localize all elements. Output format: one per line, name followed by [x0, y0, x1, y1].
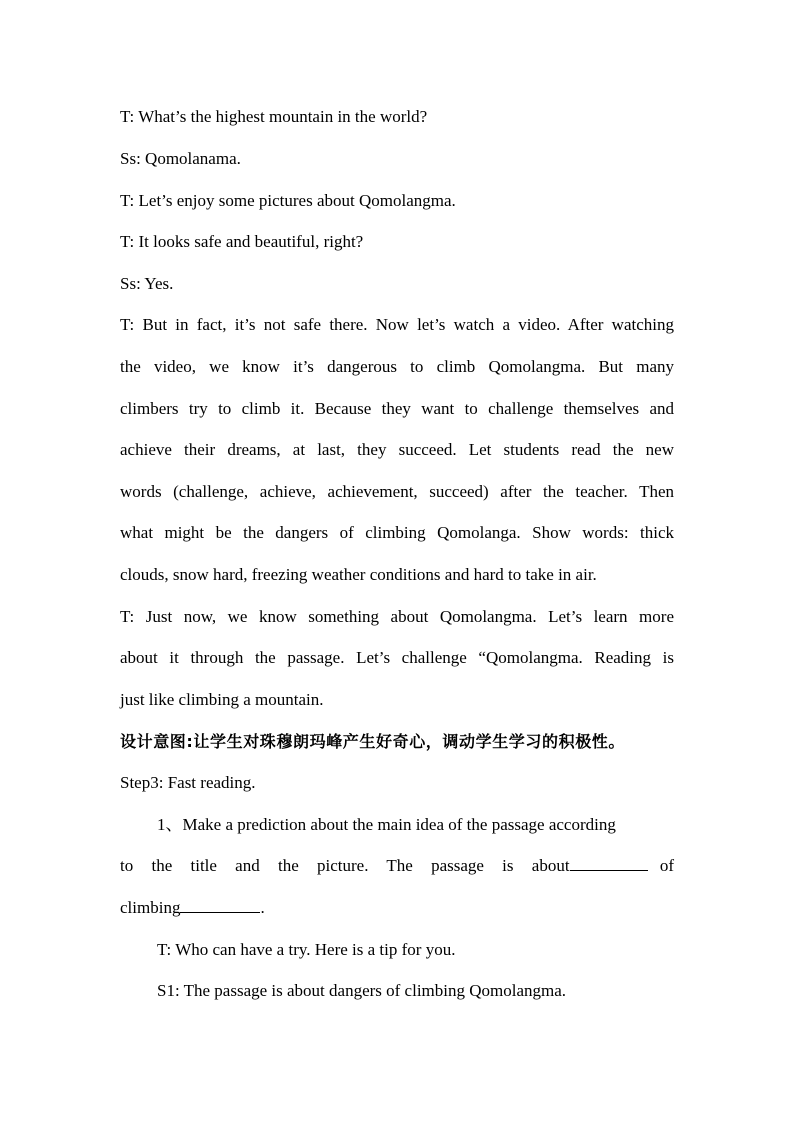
blank-field — [180, 896, 260, 913]
dialogue-line: T: It looks safe and beautiful, right? — [120, 232, 364, 251]
paragraph-line: about it through the passage. Let’s challenge “Qomolangma. Reading is — [120, 648, 674, 667]
dialogue-line: Ss: Yes. — [120, 274, 174, 293]
task-text: . — [260, 898, 265, 917]
paragraph-line: T: But in fact, it’s not safe there. Now let’s watch a video. After watching — [120, 315, 674, 334]
paragraph-line: just like climbing a mountain. — [120, 690, 324, 709]
task-text: of — [659, 856, 674, 875]
paragraph-line: the video, we know it’s dangerous to climb Qomolangma. But many — [120, 357, 674, 376]
paragraph-line: words (challenge, achieve, achievement, succeed) after the teacher. Then — [120, 482, 674, 501]
blank-field — [570, 854, 648, 871]
task-text: to the title and the picture. The passage is about — [120, 856, 570, 875]
step-heading: Step3: Fast reading. — [120, 773, 256, 792]
dialogue-line: T: Let’s enjoy some pictures about Qomolangma. — [120, 191, 456, 210]
dialogue-line: Ss: Qomolanama. — [120, 149, 241, 168]
paragraph-line: achieve their dreams, at last, they succeed. Let students read the new — [120, 440, 674, 459]
task-line: 1、Make a prediction about the main idea of the passage according — [157, 815, 616, 834]
paragraph-line: what might be the dangers of climbing Qomolanga. Show words: thick — [120, 523, 674, 542]
dialogue-line: T: What’s the highest mountain in the world? — [120, 107, 428, 126]
task-line — [120, 896, 674, 920]
dialogue-line: T: Who can have a try. Here is a tip for you. — [157, 940, 456, 959]
task-line — [120, 854, 674, 878]
dialogue-line: S1: The passage is about dangers of climbing Qomolangma. — [157, 981, 567, 1000]
paragraph-line: T: Just now, we know something about Qomolangma. Let’s learn more — [120, 607, 674, 626]
design-intent-heading: 设计意图:让学生对珠穆朗玛峰产生好奇心，调动学生学习的积极性。 — [120, 732, 625, 751]
task-text: climbing — [120, 898, 181, 917]
paragraph-line: climbers try to climb it. Because they want to challenge themselves and — [120, 399, 674, 418]
paragraph-line: clouds, snow hard, freezing weather conditions and hard to take in air. — [120, 565, 597, 584]
